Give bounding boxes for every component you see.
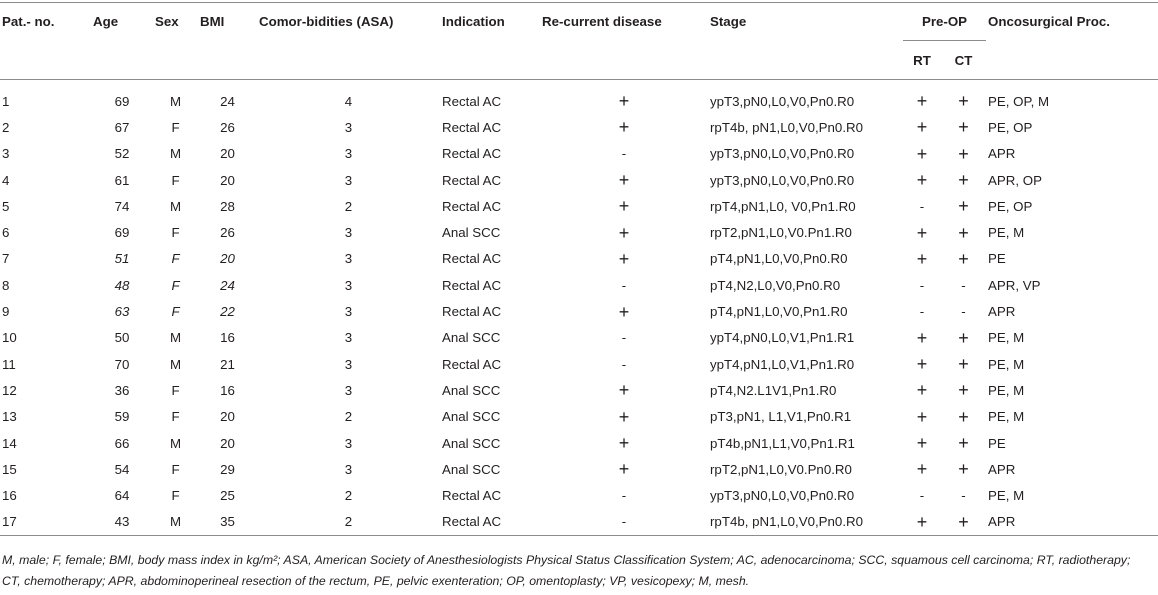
cell-recurrent-disease: +	[618, 459, 630, 480]
cell-stage: ypT4,pN0,L0,V1,Pn1.R1	[710, 330, 855, 346]
cell-rt: -	[919, 488, 925, 504]
cell-rt: +	[916, 380, 928, 401]
table-row	[0, 114, 1158, 140]
cell-ct: +	[958, 248, 969, 269]
cell-oncosurgical-proc: PE, OP	[988, 119, 1033, 135]
cell-oncosurgical-proc: PE	[988, 435, 1006, 451]
cell-bmi: 16	[220, 382, 235, 398]
cell-age: 48	[114, 277, 130, 293]
cell-oncosurgical-proc: APR, OP	[988, 172, 1042, 188]
header-bmi: BMI	[200, 14, 225, 29]
cell-age: 63	[114, 304, 130, 320]
cell-age: 52	[114, 146, 130, 162]
cell-sex: M	[169, 146, 182, 162]
cell-stage: pT4,pN1,L0,V0,Pn0.R0	[710, 251, 848, 267]
cell-pat-no: 11	[2, 356, 16, 372]
cell-recurrent-disease: +	[618, 196, 630, 217]
cell-age: 54	[114, 461, 130, 477]
cell-sex: F	[171, 172, 180, 188]
cell-recurrent-disease: +	[618, 91, 630, 112]
cell-sex: F	[171, 304, 180, 320]
cell-ct: +	[958, 117, 969, 138]
cell-bmi: 28	[220, 198, 235, 214]
cell-sex: M	[169, 435, 182, 451]
table-row	[0, 219, 1158, 245]
cell-recurrent-disease: -	[621, 514, 627, 530]
cell-ct: -	[961, 488, 966, 504]
cell-pat-no: 2	[2, 119, 10, 135]
cell-stage: ypT3,pN0,L0,V0,Pn0.R0	[710, 488, 855, 504]
cell-asa: 2	[344, 488, 353, 504]
cell-recurrent-disease: +	[618, 170, 630, 191]
table-row	[0, 246, 1158, 272]
cell-age: 36	[114, 382, 130, 398]
cell-ct: -	[961, 277, 966, 293]
cell-stage: ypT3,pN0,L0,V0,Pn0.R0	[710, 146, 855, 162]
cell-oncosurgical-proc: APR	[988, 146, 1016, 162]
cell-asa: 3	[344, 461, 353, 477]
cell-oncosurgical-proc: APR, VP	[988, 277, 1041, 293]
cell-recurrent-disease: -	[621, 356, 627, 372]
cell-oncosurgical-proc: PE, OP, M	[988, 93, 1050, 109]
cell-recurrent-disease: -	[621, 146, 627, 162]
header-pat-no: Pat.- no.	[2, 14, 55, 29]
header-sex: Sex	[155, 14, 179, 29]
table-row	[0, 80, 1158, 115]
cell-asa: 3	[344, 251, 353, 267]
cell-asa: 3	[344, 172, 353, 188]
cell-ct: +	[958, 459, 969, 480]
cell-oncosurgical-proc: PE	[988, 251, 1006, 267]
cell-bmi: 25	[220, 488, 235, 504]
cell-age: 69	[114, 225, 130, 241]
cell-oncosurgical-proc: PE, OP	[988, 198, 1033, 214]
cell-ct: +	[958, 380, 969, 401]
cell-rt: +	[916, 248, 928, 269]
cell-stage: ypT3,pN0,L0,V0,Pn0.R0	[710, 172, 855, 188]
cell-pat-no: 1	[2, 93, 10, 109]
cell-oncosurgical-proc: APR	[988, 461, 1016, 477]
cell-age: 59	[114, 409, 130, 425]
cell-asa: 3	[344, 382, 353, 398]
cell-ct: +	[958, 91, 969, 112]
cell-indication: Rectal AC	[442, 304, 502, 320]
cell-age: 61	[114, 172, 130, 188]
cell-recurrent-disease: +	[618, 301, 630, 322]
cell-indication: Anal SCC	[442, 225, 501, 241]
cell-bmi: 20	[220, 435, 235, 451]
cell-asa: 3	[344, 356, 353, 372]
table-header	[0, 3, 1158, 80]
cell-rt: +	[916, 327, 928, 348]
cell-asa: 2	[344, 198, 353, 214]
cell-recurrent-disease: -	[621, 488, 627, 504]
cell-asa: 2	[344, 514, 353, 530]
cell-bmi: 24	[220, 277, 235, 293]
table-row	[0, 377, 1158, 403]
cell-stage: rpT4b, pN1,L0,V0,Pn0.R0	[710, 119, 864, 135]
cell-asa: 3	[344, 146, 353, 162]
cell-bmi: 20	[220, 172, 235, 188]
cell-rt: +	[916, 170, 928, 191]
cell-bmi: 26	[220, 225, 235, 241]
table-row	[0, 351, 1158, 377]
cell-sex: F	[171, 461, 180, 477]
cell-age: 50	[114, 330, 130, 346]
cell-indication: Rectal AC	[442, 488, 502, 504]
cell-pat-no: 7	[2, 251, 10, 267]
cell-rt: +	[916, 354, 928, 375]
cell-stage: pT4,N2.L1V1,Pn1.R0	[710, 382, 837, 398]
cell-sex: M	[169, 198, 182, 214]
cell-oncosurgical-proc: PE, M	[988, 488, 1025, 504]
cell-sex: M	[169, 330, 182, 346]
cell-ct: +	[958, 327, 969, 348]
cell-ct: -	[961, 304, 966, 320]
cell-indication: Anal SCC	[442, 330, 501, 346]
cell-pat-no: 12	[2, 382, 17, 398]
cell-recurrent-disease: +	[618, 222, 630, 243]
cell-pat-no: 17	[2, 514, 17, 530]
cell-stage: pT3,pN1, L1,V1,Pn0.R1	[710, 409, 852, 425]
cell-sex: F	[171, 119, 180, 135]
cell-asa: 3	[344, 304, 353, 320]
cell-sex: F	[171, 251, 180, 267]
cell-oncosurgical-proc: PE, M	[988, 409, 1025, 425]
cell-ct: +	[958, 143, 969, 164]
cell-age: 67	[114, 119, 130, 135]
cell-ct: +	[958, 354, 969, 375]
cell-indication: Anal SCC	[442, 461, 501, 477]
cell-oncosurgical-proc: APR	[988, 514, 1016, 530]
cell-indication: Anal SCC	[442, 409, 501, 425]
header-ct: CT	[954, 52, 973, 68]
cell-stage: ypT4,pN1,L0,V1,Pn1.R0	[710, 356, 855, 372]
cell-bmi: 20	[220, 146, 235, 162]
cell-pat-no: 5	[2, 198, 10, 214]
cell-rt: +	[916, 222, 928, 243]
cell-age: 64	[114, 488, 130, 504]
cell-rt: +	[916, 459, 928, 480]
cell-stage: rpT4,pN1,L0, V0,Pn1.R0	[710, 198, 856, 214]
table-row	[0, 325, 1158, 351]
cell-bmi: 21	[220, 356, 235, 372]
cell-asa: 2	[344, 409, 353, 425]
cell-age: 43	[114, 514, 130, 530]
cell-stage: pT4,N2,L0,V0,Pn0.R0	[710, 277, 841, 293]
cell-age: 70	[114, 356, 130, 372]
table-row	[0, 430, 1158, 456]
table-row	[0, 167, 1158, 193]
cell-indication: Rectal AC	[442, 356, 502, 372]
cell-recurrent-disease: -	[621, 277, 627, 293]
cell-bmi: 29	[220, 461, 235, 477]
cell-pat-no: 3	[2, 146, 10, 162]
cell-recurrent-disease: +	[618, 433, 630, 453]
cell-stage: pT4b,pN1,L1,V0,Pn1.R1	[710, 435, 855, 451]
cell-stage: pT4,pN1,L0,V0,Pn1.R0	[710, 304, 848, 320]
cell-asa: 3	[344, 225, 353, 241]
header-oncosurgical-proc: Oncosurgical Proc.	[988, 14, 1110, 29]
cell-oncosurgical-proc: PE, M	[988, 225, 1025, 241]
cell-age: 74	[114, 198, 130, 214]
cell-sex: F	[171, 225, 180, 241]
table-row	[0, 482, 1158, 508]
cell-sex: F	[171, 409, 180, 425]
cell-indication: Rectal AC	[442, 119, 502, 135]
cell-rt: +	[916, 406, 928, 427]
cell-indication: Anal SCC	[442, 435, 501, 451]
cell-indication: Rectal AC	[442, 251, 502, 267]
cell-bmi: 26	[220, 119, 235, 135]
cell-pat-no: 15	[2, 461, 17, 477]
cell-ct: +	[958, 511, 969, 532]
header-rt: RT	[913, 52, 931, 68]
cell-rt: +	[916, 433, 928, 453]
cell-indication: Anal SCC	[442, 382, 501, 398]
table-row	[0, 509, 1158, 536]
table-row	[0, 141, 1158, 167]
cell-stage: rpT2,pN1,L0,V0.Pn1.R0	[710, 225, 852, 241]
table-row	[0, 456, 1158, 482]
cell-oncosurgical-proc: PE, M	[988, 356, 1025, 372]
cell-bmi: 20	[220, 251, 235, 267]
cell-ct: +	[958, 222, 969, 243]
cell-oncosurgical-proc: PE, M	[988, 382, 1025, 398]
cell-sex: F	[171, 382, 180, 398]
header-age: Age	[93, 14, 119, 29]
cell-age: 66	[114, 435, 130, 451]
cell-pat-no: 9	[2, 304, 10, 320]
cell-indication: Rectal AC	[442, 277, 502, 293]
cell-indication: Rectal AC	[442, 198, 502, 214]
cell-oncosurgical-proc: PE, M	[988, 330, 1025, 346]
cell-pat-no: 13	[2, 409, 17, 425]
cell-rt: +	[916, 511, 928, 532]
cell-asa: 3	[344, 277, 353, 293]
cell-recurrent-disease: +	[618, 380, 630, 401]
patient-table	[0, 2, 1158, 536]
cell-pat-no: 6	[2, 225, 10, 241]
cell-rt: +	[916, 143, 928, 164]
cell-asa: 3	[344, 119, 353, 135]
cell-age: 51	[114, 251, 130, 267]
cell-sex: F	[171, 488, 180, 504]
header-comorbidities: Comor-bidities (ASA)	[259, 14, 394, 29]
header-indication: Indication	[442, 14, 505, 29]
cell-bmi: 35	[220, 514, 235, 530]
cell-ct: +	[958, 433, 969, 453]
cell-indication: Rectal AC	[442, 93, 502, 109]
header-pre-op: Pre-OP	[903, 3, 986, 41]
cell-stage: rpT4b, pN1,L0,V0,Pn0.R0	[710, 514, 864, 530]
cell-sex: F	[171, 277, 180, 293]
cell-bmi: 24	[220, 93, 235, 109]
table-row	[0, 404, 1158, 430]
cell-rt: -	[919, 198, 925, 214]
table-body	[0, 80, 1158, 536]
cell-indication: Rectal AC	[442, 146, 502, 162]
cell-sex: M	[169, 514, 182, 530]
table-footnote: M, male; F, female; BMI, body mass index in kg/m²; ASA, American Society of Anesthesiologists Physical Status Classification System; AC, adenocarcinoma; SCC, squamous cell carcinoma; RT, radiotherapy; CT, chemotherapy; APR, abdominoperineal resection of the rectum, PE, pelvic exenteration; OP, omentoplasty; VP, vesicopexy; M, mesh.	[2, 553, 1131, 588]
cell-bmi: 22	[220, 304, 235, 320]
cell-ct: +	[958, 170, 969, 191]
cell-sex: M	[169, 93, 182, 109]
cell-recurrent-disease: +	[618, 406, 630, 427]
cell-stage: rpT2,pN1,L0,V0.Pn0.R0	[710, 461, 852, 477]
cell-pat-no: 16	[2, 488, 17, 504]
cell-asa: 3	[344, 330, 353, 346]
cell-asa: 3	[344, 435, 353, 451]
cell-stage: ypT3,pN0,L0,V0,Pn0.R0	[710, 93, 855, 109]
cell-indication: Rectal AC	[442, 172, 502, 188]
table-row	[0, 298, 1158, 324]
header-stage: Stage	[710, 14, 747, 29]
cell-recurrent-disease: +	[618, 117, 630, 138]
table-row	[0, 272, 1158, 298]
cell-oncosurgical-proc: APR	[988, 304, 1016, 320]
cell-ct: +	[958, 406, 969, 427]
cell-bmi: 20	[220, 409, 235, 425]
cell-rt: -	[919, 304, 925, 320]
cell-recurrent-disease: -	[621, 330, 627, 346]
cell-bmi: 16	[220, 330, 235, 346]
table-row	[0, 193, 1158, 219]
cell-asa: 4	[344, 93, 353, 109]
header-recurrent-disease: Re-current disease	[542, 14, 662, 29]
cell-pat-no: 4	[2, 172, 10, 188]
cell-rt: +	[916, 91, 928, 112]
cell-rt: +	[916, 117, 928, 138]
cell-ct: +	[958, 196, 969, 217]
cell-sex: M	[169, 356, 182, 372]
cell-recurrent-disease: +	[618, 248, 630, 269]
cell-pat-no: 10	[2, 330, 17, 346]
cell-rt: -	[919, 277, 925, 293]
cell-indication: Rectal AC	[442, 514, 502, 530]
cell-age: 69	[114, 93, 130, 109]
cell-pat-no: 8	[2, 277, 10, 293]
cell-pat-no: 14	[2, 435, 17, 451]
